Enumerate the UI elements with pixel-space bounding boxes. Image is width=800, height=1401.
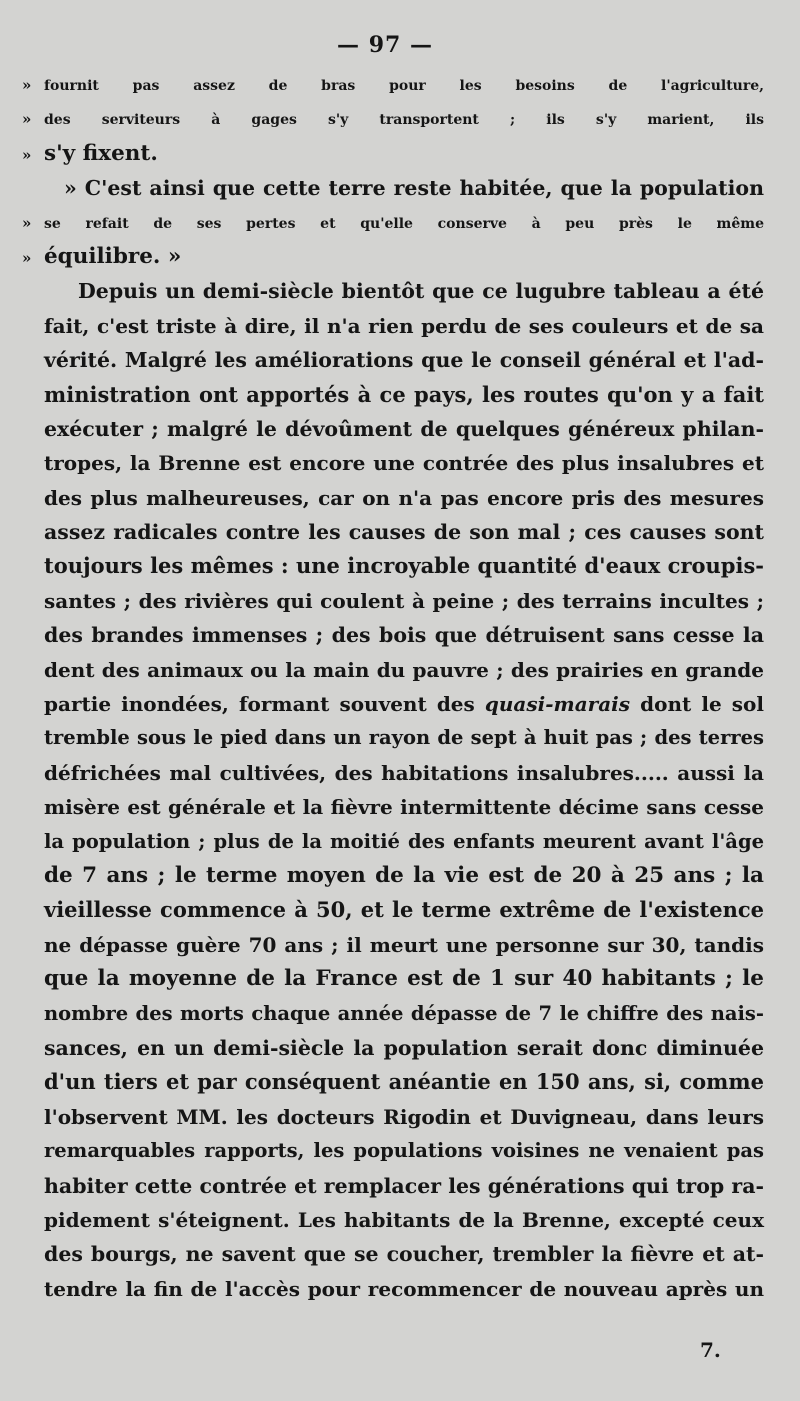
line-text: que la moyenne de la France est de 1 sur 40 habitants ; le (44, 966, 764, 992)
line-text: tropes, la Brenne est encore une contrée des plus insalubres et (44, 451, 764, 476)
text-line (44, 756, 764, 790)
text-line (44, 1031, 764, 1065)
text-line (22, 240, 764, 274)
text-line (44, 997, 764, 1031)
quote-mark: » (22, 76, 32, 94)
text-line (44, 1100, 764, 1134)
line-text: remarquables rapports, les populations voisines ne venaient pas (44, 1139, 764, 1163)
text-line (44, 1065, 764, 1099)
text-line (22, 206, 764, 240)
text-line (44, 721, 764, 755)
text-line (44, 1237, 764, 1271)
line-text: des bourgs, ne savent que se coucher, trembler la fièvre et at- (44, 1242, 764, 1267)
line-text: se refait de ses pertes et qu'elle conserve à peu près le même (44, 215, 764, 232)
quote-mark: » (22, 145, 32, 164)
text-line (22, 102, 764, 136)
line-text: des serviteurs à gages s'y transportent ; ils s'y marient, ils (44, 112, 764, 129)
italic-term: quasi-marais (484, 692, 631, 717)
body-text (22, 68, 764, 1306)
text-line (44, 825, 764, 859)
text-line (44, 1134, 764, 1168)
text-line (44, 1272, 764, 1306)
text-line (44, 653, 764, 687)
text-line (44, 446, 764, 480)
text-line (44, 171, 764, 205)
line-text: toujours les mêmes : une incroyable quantité d'eaux croupis- (44, 553, 764, 579)
line-text: l'observent MM. les docteurs Rigodin et Duvigneau, dans leurs (44, 1104, 764, 1129)
line-text: partie inondées, formant souvent des (44, 692, 485, 717)
text-line (44, 893, 764, 927)
line-text: équilibre. » (44, 243, 182, 269)
text-line (44, 412, 764, 446)
text-line (44, 962, 764, 996)
line-text: sances, en un demi-siècle la population serait donc diminuée (44, 1035, 764, 1060)
text-line (44, 584, 764, 618)
line-text: pidement s'éteignent. Les habitants de la Brenne, excepté ceux (44, 1207, 764, 1232)
line-text: d'un tiers et par conséquent anéantie en 150 ans, si, comme (44, 1069, 764, 1095)
line-text: des brandes immenses ; des bois que détruisent sans cesse la (44, 623, 764, 648)
quote-mark: » (22, 213, 32, 232)
line-text: exécuter ; malgré le dévoûment de quelques généreux philan- (44, 416, 764, 441)
text-line (44, 515, 764, 549)
text-line (44, 1169, 764, 1203)
line-text: de 7 ans ; le terme moyen de la vie est de 20 à 25 ans ; la (44, 862, 764, 888)
quote-mark: » (22, 110, 32, 129)
text-line (44, 274, 764, 308)
line-text: défrichées mal cultivées, des habitations insalubres..... aussi la (44, 760, 764, 785)
text-line (44, 343, 764, 377)
text-line (44, 481, 764, 515)
text-line (22, 137, 764, 171)
line-text: Depuis un demi-siècle bientôt que ce lugubre tableau a été (78, 279, 764, 304)
text-line (44, 309, 764, 343)
line-text: » C'est ainsi que cette terre reste habitée, que la population (64, 176, 764, 201)
line-text: nombre des morts chaque année dépasse de 7 le chiffre des nais- (44, 1001, 764, 1025)
text-line (44, 687, 764, 721)
text-line (22, 68, 764, 102)
line-text: des plus malheureuses, car on n'a pas encore pris des mesures (44, 485, 764, 510)
line-text: s'y fixent. (44, 140, 158, 166)
line-text: dent des animaux ou la main du pauvre ; des prairies en grande (44, 657, 764, 682)
line-text: fournit pas assez de bras pour les besoins de l'agriculture, (44, 78, 764, 94)
line-text: la population ; plus de la moitié des enfants meurent avant l'âge (44, 829, 764, 853)
line-text: ministration ont apportés à ce pays, les routes qu'on y a fait (44, 381, 764, 407)
line-text: habiter cette contrée et remplacer les générations qui trop ra- (44, 1173, 764, 1198)
line-text: dont le sol (630, 692, 764, 717)
text-line (44, 790, 764, 824)
signature-mark: 7. (700, 1338, 721, 1362)
text-line (44, 859, 764, 893)
line-text: assez radicales contre les causes de son mal ; ces causes sont (44, 520, 764, 545)
text-line (44, 618, 764, 652)
line-text: tendre la fin de l'accès pour recommencer de nouveau après un (44, 1276, 764, 1301)
text-line (44, 378, 764, 412)
line-text: vieillesse commence à 50, et le terme extrême de l'existence (44, 897, 764, 923)
text-line (44, 1203, 764, 1237)
line-text: ne dépasse guère 70 ans ; il meurt une personne sur 30, tandis (44, 932, 764, 957)
line-text: santes ; des rivières qui coulent à peine ; des terrains incultes ; (44, 588, 764, 613)
line-text: tremble sous le pied dans un rayon de sept à huit pas ; des terres (44, 726, 764, 750)
line-text: fait, c'est triste à dire, il n'a rien perdu de ses couleurs et de sa (44, 313, 764, 338)
quote-mark: » (22, 248, 32, 267)
text-line (44, 928, 764, 962)
page-number: — 97 — (337, 32, 433, 58)
text-line (44, 549, 764, 583)
line-text: misère est générale et la fièvre intermittente décime sans cesse (44, 795, 764, 820)
line-text: vérité. Malgré les améliorations que le conseil général et l'ad- (44, 348, 764, 373)
